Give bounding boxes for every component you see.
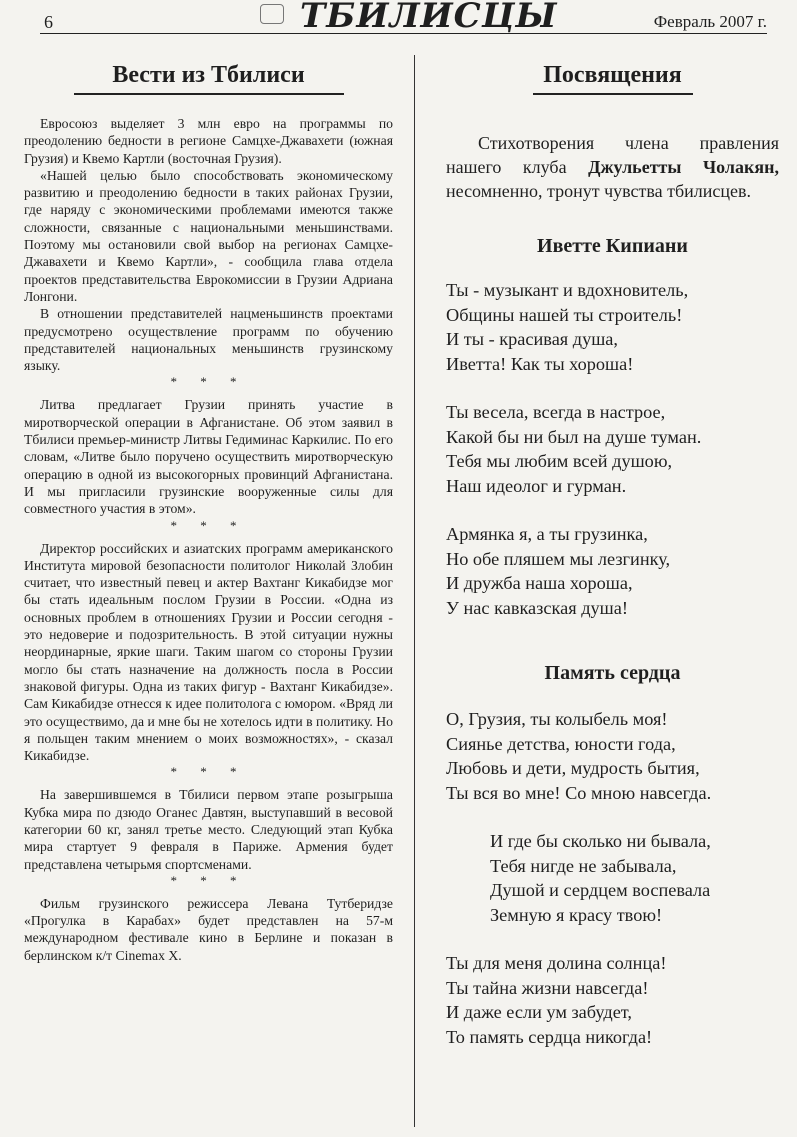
dedications-title-underline [533, 93, 693, 95]
header-rule [40, 33, 767, 34]
poem-stanza: Ты для меня долина солнца! Ты тайна жизни навсегда! И даже если ум забудет, То память сердца никогда! [446, 953, 667, 1047]
news-paragraph: В отношении представителей нацменьшинств проектами предусмотрено осуществление программ по обучению представителей национальных меньшинств грузинскому языку. [24, 306, 393, 374]
news-separator: * * * [170, 764, 247, 780]
poem-stanza: И где бы сколько ни бывала, Тебя нигде не забывала, Душой и сердцем воспевала Земную я красу твою! [490, 831, 711, 925]
poem-stanza: Ты весела, всегда в настрое, Какой бы ни был на душе туман. Тебя мы любим всей душою, Наш идеолог и гурман. [446, 402, 702, 496]
news-paragraph: Литва предлагает Грузии принять участие в миротворческой операции в Афганистане. Об этом заявил в Тбилиси премьер-министр Литвы Гедиминас Каркилис. По его словам, «Литве было поручено осуществить миротворческую операцию в одной из высокогорных провинций Афганистана. И мы пригласили грузинские вооруженные силы для совместного участия в этом». [24, 397, 393, 517]
poem-stanza: Армянка я, а ты грузинка, Но обе пляшем мы лезгинку, И дружба наша хороша, У нас кавказская душа! [446, 524, 671, 618]
news-separator: * * * [170, 374, 247, 390]
page-header [0, 0, 797, 40]
column-divider [414, 55, 415, 1127]
masthead-logo: ТБИЛИСЦЫ [300, 0, 558, 36]
news-paragraph: «Нашей целью было способствовать экономическому развитию и преодолению бедности в таких районах Грузии, где наряду с экономическими проблемами имеются также сложности, связанные с национальными меньшинствами. Поэтому мы остановили свой выбор на регионах Самцхе-Джавахети и Квемо Картли», - сообщила глава отдела проектов представительства Еврокомиссии в Грузии Адриана Лонгони. [24, 167, 393, 304]
news-title-underline [74, 93, 344, 95]
news-paragraph: Директор российских и азиатских программ американского Института мировой безопасности политолог Николай Злобин считает, что известный певец и актер Вахтанг Кикабидзе мог бы стать идеальным послом Грузии в России. «Одна из основных проблем в отношениях Грузии и России сегодня - это недоверие и подозрительность. В этой ситуации нужны неординарные, яркие шаги. Таким шагом со стороны Грузии могло бы стать назначение на должность посла в России знаковой фигуры. Одна из таких фигур - Вахтанг Кикабидзе». Сам Кикабидзе отнесся к идее политолога с юмором. «Вряд ли это осуществимо, да и мне бы не хотелось идти в политику. Но я польщен таким мнением о моих возможностях», - сказал Кикабидзе. [24, 540, 393, 764]
dedications-column [446, 60, 779, 1049]
dedications-section-title: Посвящения [543, 62, 682, 88]
dedications-intro [446, 131, 779, 203]
author-name: Джульетты Чолакян, [588, 157, 779, 177]
news-body [24, 115, 393, 964]
news-section-title: Вести из Тбилиси [112, 62, 305, 88]
page-number: 6 [44, 12, 53, 32]
news-paragraph: На завершившемся в Тбилиси первом этапе розыгрыша Кубка мира по дзюдо Оганес Давтян, выступавший в весовой категории 60 кг, занял третье место. Следующий этап Кубка мира стартует 9 февраля в Париже. Армения будет представлена четырьмя спортсменами. [24, 787, 393, 872]
news-paragraph: Евросоюз выделяет 3 млн евро на программы по преодолению бедности в регионе Самцхе-Джавахети (южная Грузия) и Квемо Картли (восточная Грузия). [24, 116, 393, 166]
news-column [24, 60, 393, 964]
newspaper-emblem-icon [260, 4, 284, 24]
intro-text: Стихотворения члена правления нашего клуба [446, 133, 779, 177]
poem-stanza: О, Грузия, ты колыбель моя! Сиянье детства, юности года, Любовь и дети, мудрость бытия, Ты вся во мне! Со мною навсегда. [446, 709, 712, 803]
poem-stanza: Ты - музыкант и вдохновитель, Общины нашей ты строитель! И ты - красивая душа, Иветта! Как ты хороша! [446, 280, 689, 374]
news-separator: * * * [170, 872, 247, 888]
issue-date: Февраль 2007 г. [653, 12, 767, 31]
news-separator: * * * [170, 517, 247, 533]
poem-title: Иветте Кипиани [537, 235, 688, 257]
poem-title: Память сердца [544, 662, 681, 684]
intro-text: несомненно, тронут чувства тбилисцев. [446, 181, 752, 201]
news-paragraph: Фильм грузинского режиссера Левана Тутберидзе «Прогулка в Карабах» будет представлен на 57-м международном фестивале кино в Берлине и показан в берлинском к/т Cinemax X. [24, 895, 393, 963]
